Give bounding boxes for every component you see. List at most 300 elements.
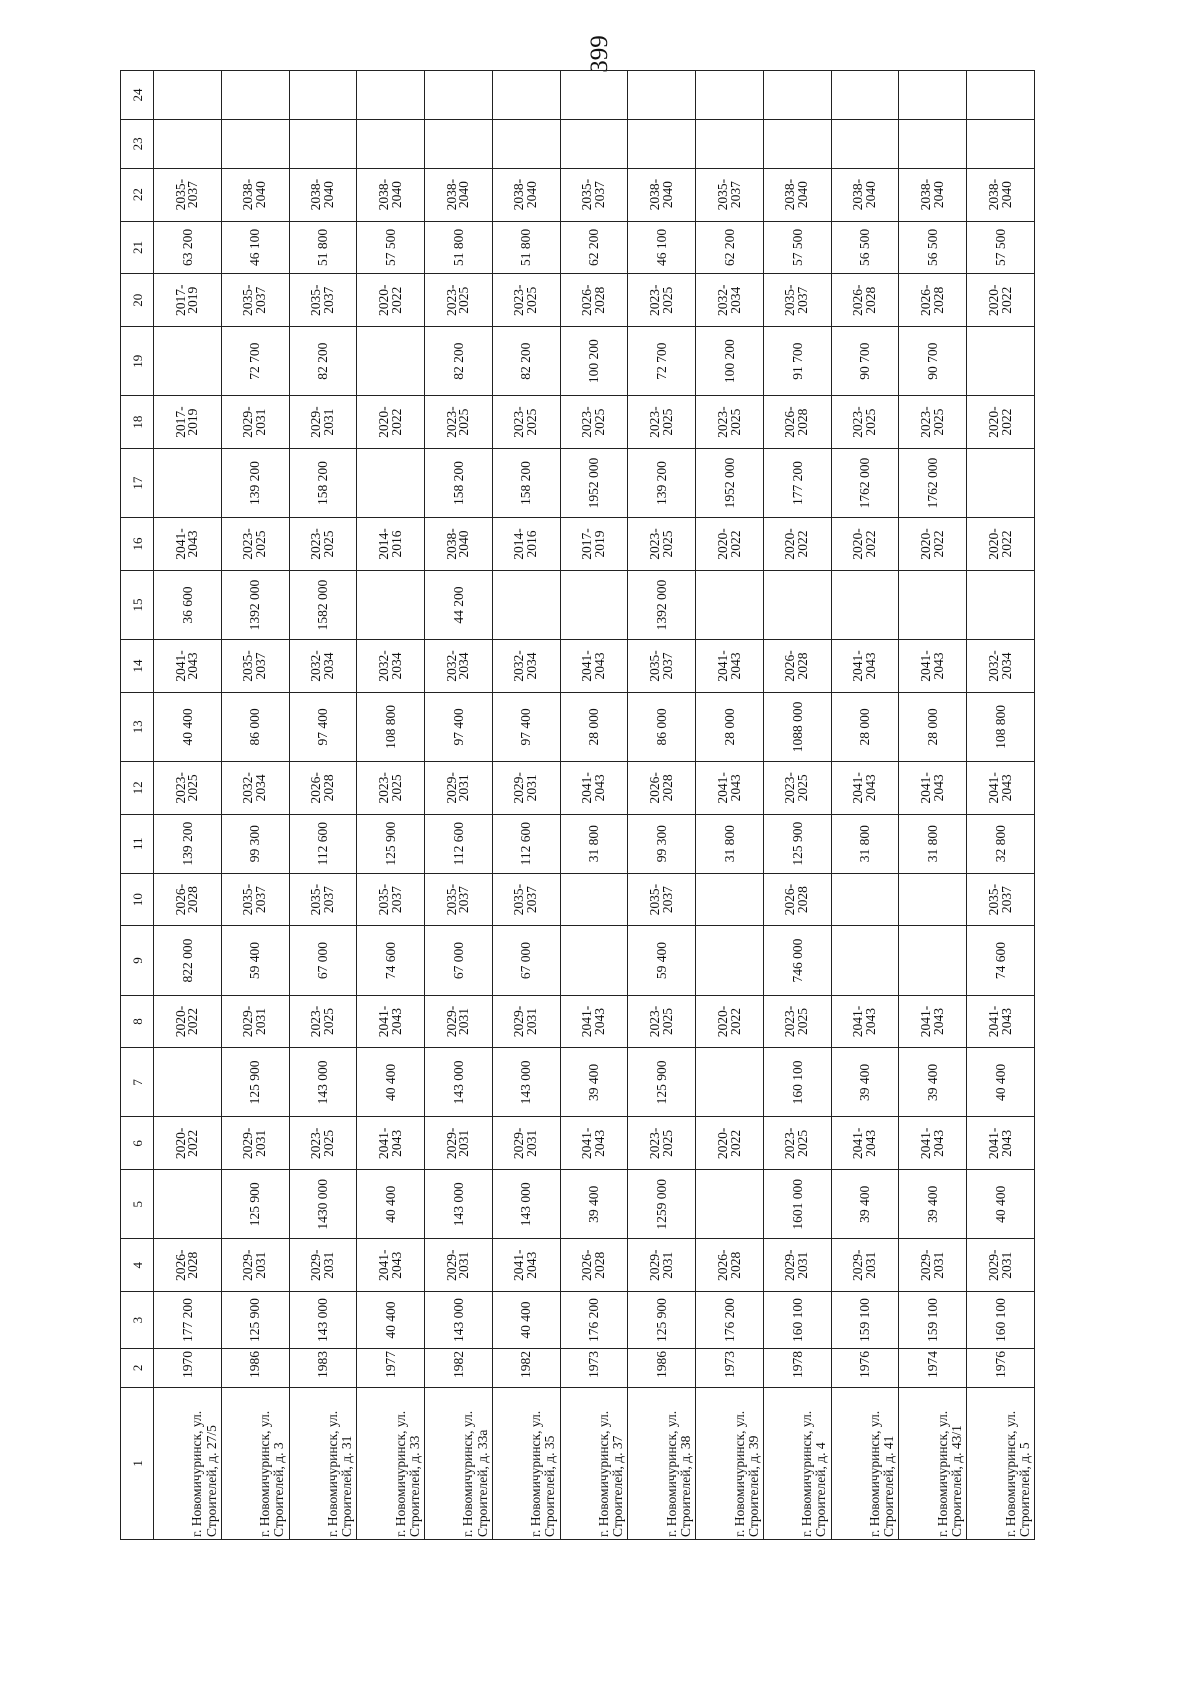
cost-cell: 112 600 — [492, 814, 560, 873]
cost-cell — [696, 71, 764, 120]
period-cell: 2020- 2022 — [763, 518, 831, 571]
cost-cell: 158 200 — [492, 449, 560, 518]
period-cell: 2041- 2043 — [831, 640, 899, 693]
period-cell: 2041- 2043 — [357, 1117, 425, 1170]
period-cell: 2035- 2037 — [560, 168, 628, 221]
cost-cell: 31 800 — [831, 814, 899, 873]
cost-cell — [221, 119, 289, 168]
period-cell: 2026- 2028 — [696, 1239, 764, 1292]
year-cell: 1974 — [899, 1349, 967, 1388]
year-cell: 1978 — [763, 1349, 831, 1388]
period-cell: 2029- 2031 — [492, 761, 560, 814]
cost-cell: 99 300 — [628, 814, 696, 873]
cost-cell — [357, 119, 425, 168]
cost-cell: 1952 000 — [560, 449, 628, 518]
cost-cell: 36 600 — [154, 570, 222, 639]
cost-cell: 159 100 — [899, 1292, 967, 1349]
period-cell: 2035- 2037 — [628, 640, 696, 693]
cost-cell — [696, 1170, 764, 1239]
cost-cell: 1088 000 — [763, 692, 831, 761]
column-header: 21 — [121, 221, 154, 274]
period-cell: 2023- 2025 — [221, 518, 289, 571]
cost-cell: 57 500 — [967, 221, 1035, 274]
cost-cell: 90 700 — [899, 327, 967, 396]
period-cell: 2038- 2040 — [289, 168, 357, 221]
period-cell: 2032- 2034 — [357, 640, 425, 693]
cost-cell: 56 500 — [831, 221, 899, 274]
table-row — [628, 71, 696, 1540]
column-header: 17 — [121, 449, 154, 518]
column-header: 16 — [121, 518, 154, 571]
cost-cell: 31 800 — [696, 814, 764, 873]
table-row — [154, 71, 222, 1540]
cost-cell: 62 200 — [696, 221, 764, 274]
cost-cell — [696, 926, 764, 995]
cost-cell: 67 000 — [289, 926, 357, 995]
cost-cell: 74 600 — [967, 926, 1035, 995]
cost-cell: 158 200 — [425, 449, 493, 518]
address-cell: г. Новомичуринск, ул. Строителей, д. 41 — [831, 1387, 899, 1539]
cost-cell: 1952 000 — [696, 449, 764, 518]
cost-cell: 40 400 — [154, 692, 222, 761]
period-cell: 2017- 2019 — [154, 274, 222, 327]
cost-cell: 59 400 — [221, 926, 289, 995]
period-cell: 2035- 2037 — [289, 873, 357, 926]
column-header: 19 — [121, 327, 154, 396]
period-cell: 2023- 2025 — [628, 274, 696, 327]
column-header: 18 — [121, 396, 154, 449]
period-cell: 2020- 2022 — [967, 274, 1035, 327]
column-header: 24 — [121, 71, 154, 120]
period-cell: 2041- 2043 — [831, 1117, 899, 1170]
cost-cell: 82 200 — [492, 327, 560, 396]
period-cell: 2020- 2022 — [357, 396, 425, 449]
cost-cell: 51 800 — [425, 221, 493, 274]
cost-cell: 31 800 — [560, 814, 628, 873]
period-cell: 2020- 2022 — [831, 518, 899, 571]
cost-cell: 139 200 — [221, 449, 289, 518]
cost-cell: 91 700 — [763, 327, 831, 396]
period-cell: 2032- 2034 — [221, 761, 289, 814]
period-cell: 2014- 2016 — [492, 518, 560, 571]
cost-cell: 160 100 — [763, 1292, 831, 1349]
cost-cell: 822 000 — [154, 926, 222, 995]
cost-cell: 139 200 — [154, 814, 222, 873]
table-row — [289, 71, 357, 1540]
capital-repair-schedule-table — [120, 70, 1035, 1540]
period-cell: 2038- 2040 — [425, 518, 493, 571]
year-cell: 1983 — [289, 1349, 357, 1388]
period-cell: 2035- 2037 — [221, 640, 289, 693]
cost-cell — [967, 570, 1035, 639]
cost-cell — [221, 71, 289, 120]
cost-cell: 31 800 — [899, 814, 967, 873]
period-cell: 2026- 2028 — [899, 274, 967, 327]
address-cell: г. Новомичуринск, ул. Строителей, д. 5 — [967, 1387, 1035, 1539]
cost-cell — [696, 570, 764, 639]
cost-cell — [425, 71, 493, 120]
cost-cell: 97 400 — [492, 692, 560, 761]
period-cell: 2041- 2043 — [357, 995, 425, 1048]
cost-cell: 51 800 — [289, 221, 357, 274]
cost-cell — [696, 1048, 764, 1117]
period-cell: 2029- 2031 — [425, 1117, 493, 1170]
period-cell: 2026- 2028 — [154, 873, 222, 926]
cost-cell: 82 200 — [289, 327, 357, 396]
period-cell: 2020- 2022 — [899, 518, 967, 571]
column-header: 6 — [121, 1117, 154, 1170]
column-header: 4 — [121, 1239, 154, 1292]
period-cell: 2032- 2034 — [289, 640, 357, 693]
period-cell: 2035- 2037 — [763, 274, 831, 327]
period-cell: 2038- 2040 — [831, 168, 899, 221]
table-row — [967, 71, 1035, 1540]
cost-cell: 1582 000 — [289, 570, 357, 639]
cost-cell: 40 400 — [967, 1170, 1035, 1239]
period-cell: 2023- 2025 — [357, 761, 425, 814]
cost-cell: 28 000 — [899, 692, 967, 761]
cost-cell: 1762 000 — [899, 449, 967, 518]
address-cell: г. Новомичуринск, ул. Строителей, д. 39 — [696, 1387, 764, 1539]
cost-cell — [967, 327, 1035, 396]
cost-cell: 59 400 — [628, 926, 696, 995]
cost-cell: 28 000 — [560, 692, 628, 761]
column-header: 2 — [121, 1349, 154, 1388]
cost-cell — [289, 119, 357, 168]
period-cell: 2023- 2025 — [628, 995, 696, 1048]
period-cell: 2035- 2037 — [628, 873, 696, 926]
cost-cell — [628, 71, 696, 120]
cost-cell — [899, 71, 967, 120]
period-cell: 2035- 2037 — [289, 274, 357, 327]
page-number: 399 — [586, 35, 613, 73]
cost-cell — [899, 119, 967, 168]
period-cell: 2023- 2025 — [425, 396, 493, 449]
period-cell: 2038- 2040 — [628, 168, 696, 221]
period-cell: 2041- 2043 — [967, 995, 1035, 1048]
period-cell: 2023- 2025 — [696, 396, 764, 449]
cost-cell: 46 100 — [221, 221, 289, 274]
cost-cell: 72 700 — [628, 327, 696, 396]
cost-cell — [628, 119, 696, 168]
cost-cell: 108 800 — [967, 692, 1035, 761]
column-header: 20 — [121, 274, 154, 327]
cost-cell: 143 000 — [425, 1292, 493, 1349]
period-cell: 2038- 2040 — [763, 168, 831, 221]
cost-cell: 177 200 — [154, 1292, 222, 1349]
period-cell: 2041- 2043 — [899, 1117, 967, 1170]
cost-cell — [831, 570, 899, 639]
cost-cell — [763, 570, 831, 639]
cost-cell: 125 900 — [221, 1292, 289, 1349]
cost-cell — [492, 119, 560, 168]
cost-cell: 108 800 — [357, 692, 425, 761]
cost-cell: 143 000 — [289, 1292, 357, 1349]
period-cell: 2041- 2043 — [560, 640, 628, 693]
period-cell: 2029- 2031 — [763, 1239, 831, 1292]
cost-cell: 67 000 — [425, 926, 493, 995]
cost-cell: 1430 000 — [289, 1170, 357, 1239]
period-cell: 2023- 2025 — [289, 1117, 357, 1170]
period-cell: 2023- 2025 — [289, 518, 357, 571]
period-cell: 2029- 2031 — [831, 1239, 899, 1292]
period-cell: 2023- 2025 — [560, 396, 628, 449]
cost-cell: 99 300 — [221, 814, 289, 873]
year-cell: 1970 — [154, 1349, 222, 1388]
cost-cell: 160 100 — [967, 1292, 1035, 1349]
cost-cell: 143 000 — [492, 1170, 560, 1239]
period-cell: 2023- 2025 — [628, 1117, 696, 1170]
cost-cell: 39 400 — [831, 1170, 899, 1239]
period-cell: 2035- 2037 — [967, 873, 1035, 926]
period-cell: 2029- 2031 — [221, 396, 289, 449]
period-cell: 2020- 2022 — [154, 1117, 222, 1170]
year-cell: 1982 — [425, 1349, 493, 1388]
period-cell: 2014- 2016 — [357, 518, 425, 571]
cost-cell: 125 900 — [628, 1048, 696, 1117]
period-cell: 2038- 2040 — [899, 168, 967, 221]
cost-cell: 39 400 — [560, 1170, 628, 1239]
period-cell: 2029- 2031 — [289, 396, 357, 449]
table-row — [357, 71, 425, 1540]
cost-cell: 32 800 — [967, 814, 1035, 873]
period-cell: 2035- 2037 — [221, 873, 289, 926]
address-cell: г. Новомичуринск, ул. Строителей, д. 43/1 — [899, 1387, 967, 1539]
period-cell: 2020- 2022 — [696, 518, 764, 571]
cost-cell: 63 200 — [154, 221, 222, 274]
period-cell: 2035- 2037 — [357, 873, 425, 926]
period-cell: 2020- 2022 — [967, 518, 1035, 571]
period-cell: 2035- 2037 — [492, 873, 560, 926]
cost-cell: 51 800 — [492, 221, 560, 274]
period-cell: 2023- 2025 — [492, 396, 560, 449]
period-cell: 2038- 2040 — [425, 168, 493, 221]
period-cell: 2029- 2031 — [492, 995, 560, 1048]
cost-cell: 57 500 — [763, 221, 831, 274]
period-cell: 2041- 2043 — [831, 995, 899, 1048]
cost-cell: 1259 000 — [628, 1170, 696, 1239]
cost-cell: 1601 000 — [763, 1170, 831, 1239]
column-number-header — [121, 71, 154, 1540]
address-cell: г. Новомичуринск, ул. Строителей, д. 33а — [425, 1387, 493, 1539]
period-cell: 2023- 2025 — [763, 995, 831, 1048]
address-cell: г. Новомичуринск, ул. Строителей, д. 38 — [628, 1387, 696, 1539]
cost-cell: 1392 000 — [221, 570, 289, 639]
cost-cell: 125 900 — [628, 1292, 696, 1349]
cost-cell — [560, 71, 628, 120]
period-cell — [560, 873, 628, 926]
address-cell: г. Новомичуринск, ул. Строителей, д. 27/5 — [154, 1387, 222, 1539]
period-cell: 2026- 2028 — [560, 274, 628, 327]
column-header: 23 — [121, 119, 154, 168]
year-cell: 1977 — [357, 1349, 425, 1388]
period-cell: 2041- 2043 — [154, 640, 222, 693]
cost-cell: 139 200 — [628, 449, 696, 518]
period-cell: 2038- 2040 — [357, 168, 425, 221]
cost-cell — [154, 119, 222, 168]
cost-cell: 40 400 — [492, 1292, 560, 1349]
column-header: 1 — [121, 1387, 154, 1539]
cost-cell: 40 400 — [357, 1170, 425, 1239]
column-header: 22 — [121, 168, 154, 221]
period-cell: 2020- 2022 — [696, 1117, 764, 1170]
period-cell: 2023- 2025 — [628, 518, 696, 571]
period-cell: 2041- 2043 — [831, 761, 899, 814]
year-cell: 1976 — [831, 1349, 899, 1388]
cost-cell — [154, 1048, 222, 1117]
year-cell: 1986 — [221, 1349, 289, 1388]
cost-cell: 57 500 — [357, 221, 425, 274]
period-cell: 2023- 2025 — [425, 274, 493, 327]
period-cell: 2023- 2025 — [763, 761, 831, 814]
period-cell: 2026- 2028 — [763, 640, 831, 693]
period-cell: 2023- 2025 — [628, 396, 696, 449]
period-cell: 2029- 2031 — [425, 761, 493, 814]
cost-cell: 82 200 — [425, 327, 493, 396]
cost-cell: 746 000 — [763, 926, 831, 995]
cost-cell: 28 000 — [831, 692, 899, 761]
cost-cell: 39 400 — [831, 1048, 899, 1117]
period-cell: 2032- 2034 — [696, 274, 764, 327]
cost-cell: 86 000 — [628, 692, 696, 761]
year-cell: 1982 — [492, 1349, 560, 1388]
cost-cell — [967, 71, 1035, 120]
cost-cell: 125 900 — [357, 814, 425, 873]
cost-cell — [492, 570, 560, 639]
period-cell: 2038- 2040 — [967, 168, 1035, 221]
period-cell: 2041- 2043 — [899, 640, 967, 693]
period-cell: 2041- 2043 — [899, 761, 967, 814]
period-cell: 2029- 2031 — [289, 1239, 357, 1292]
period-cell: 2035- 2037 — [425, 873, 493, 926]
period-cell: 2023- 2025 — [899, 396, 967, 449]
table-row — [696, 71, 764, 1540]
column-header: 13 — [121, 692, 154, 761]
period-cell: 2041- 2043 — [560, 761, 628, 814]
cost-cell — [357, 327, 425, 396]
period-cell: 2020- 2022 — [154, 995, 222, 1048]
cost-cell — [763, 71, 831, 120]
period-cell: 2041- 2043 — [560, 995, 628, 1048]
cost-cell — [492, 71, 560, 120]
table-row — [221, 71, 289, 1540]
period-cell: 2029- 2031 — [425, 995, 493, 1048]
period-cell: 2041- 2043 — [357, 1239, 425, 1292]
cost-cell: 56 500 — [899, 221, 967, 274]
column-header: 3 — [121, 1292, 154, 1349]
period-cell: 2029- 2031 — [967, 1239, 1035, 1292]
cost-cell: 86 000 — [221, 692, 289, 761]
cost-cell: 1762 000 — [831, 449, 899, 518]
cost-cell — [967, 449, 1035, 518]
cost-cell: 40 400 — [357, 1048, 425, 1117]
address-cell: г. Новомичуринск, ул. Строителей, д. 31 — [289, 1387, 357, 1539]
column-header: 7 — [121, 1048, 154, 1117]
cost-cell: 100 200 — [560, 327, 628, 396]
address-cell: г. Новомичуринск, ул. Строителей, д. 3 — [221, 1387, 289, 1539]
period-cell: 2017- 2019 — [560, 518, 628, 571]
cost-cell: 97 400 — [289, 692, 357, 761]
cost-cell: 46 100 — [628, 221, 696, 274]
column-header: 8 — [121, 995, 154, 1048]
cost-cell: 40 400 — [357, 1292, 425, 1349]
cost-cell — [357, 449, 425, 518]
cost-cell — [831, 926, 899, 995]
period-cell: 2026- 2028 — [289, 761, 357, 814]
period-cell: 2029- 2031 — [221, 995, 289, 1048]
cost-cell — [560, 570, 628, 639]
table-row — [831, 71, 899, 1540]
period-cell: 2026- 2028 — [763, 873, 831, 926]
period-cell: 2029- 2031 — [221, 1117, 289, 1170]
cost-cell: 125 900 — [221, 1048, 289, 1117]
period-cell: 2023- 2025 — [831, 396, 899, 449]
rotated-table-container — [120, 70, 1035, 1540]
cost-cell: 143 000 — [492, 1048, 560, 1117]
cost-cell: 72 700 — [221, 327, 289, 396]
cost-cell: 67 000 — [492, 926, 560, 995]
period-cell: 2038- 2040 — [221, 168, 289, 221]
cost-cell — [899, 926, 967, 995]
period-cell: 2035- 2037 — [154, 168, 222, 221]
cost-cell — [967, 119, 1035, 168]
cost-cell: 159 100 — [831, 1292, 899, 1349]
year-cell: 1986 — [628, 1349, 696, 1388]
address-cell: г. Новомичуринск, ул. Строителей, д. 33 — [357, 1387, 425, 1539]
cost-cell — [154, 449, 222, 518]
period-cell: 2023- 2025 — [289, 995, 357, 1048]
period-cell — [831, 873, 899, 926]
cost-cell — [696, 119, 764, 168]
cost-cell: 62 200 — [560, 221, 628, 274]
year-cell: 1976 — [967, 1349, 1035, 1388]
period-cell: 2029- 2031 — [628, 1239, 696, 1292]
cost-cell: 39 400 — [899, 1048, 967, 1117]
cost-cell: 143 000 — [289, 1048, 357, 1117]
period-cell — [899, 873, 967, 926]
address-cell: г. Новомичуринск, ул. Строителей, д. 4 — [763, 1387, 831, 1539]
cost-cell: 176 200 — [696, 1292, 764, 1349]
table-row — [425, 71, 493, 1540]
period-cell: 2029- 2031 — [899, 1239, 967, 1292]
period-cell: 2026- 2028 — [831, 274, 899, 327]
cost-cell — [831, 71, 899, 120]
cost-cell: 100 200 — [696, 327, 764, 396]
column-header: 9 — [121, 926, 154, 995]
cost-cell — [560, 926, 628, 995]
period-cell: 2041- 2043 — [696, 640, 764, 693]
cost-cell: 39 400 — [560, 1048, 628, 1117]
period-cell: 2026- 2028 — [154, 1239, 222, 1292]
table-body — [154, 71, 1035, 1540]
cost-cell: 44 200 — [425, 570, 493, 639]
column-header: 15 — [121, 570, 154, 639]
cost-cell — [763, 119, 831, 168]
period-cell: 2020- 2022 — [967, 396, 1035, 449]
cost-cell — [154, 1170, 222, 1239]
cost-cell — [154, 71, 222, 120]
year-cell: 1973 — [696, 1349, 764, 1388]
period-cell: 2038- 2040 — [492, 168, 560, 221]
period-cell: 2041- 2043 — [560, 1117, 628, 1170]
period-cell: 2029- 2031 — [221, 1239, 289, 1292]
cost-cell — [425, 119, 493, 168]
cost-cell: 177 200 — [763, 449, 831, 518]
table-row — [763, 71, 831, 1540]
cost-cell — [154, 327, 222, 396]
period-cell: 2035- 2037 — [696, 168, 764, 221]
period-cell — [696, 873, 764, 926]
